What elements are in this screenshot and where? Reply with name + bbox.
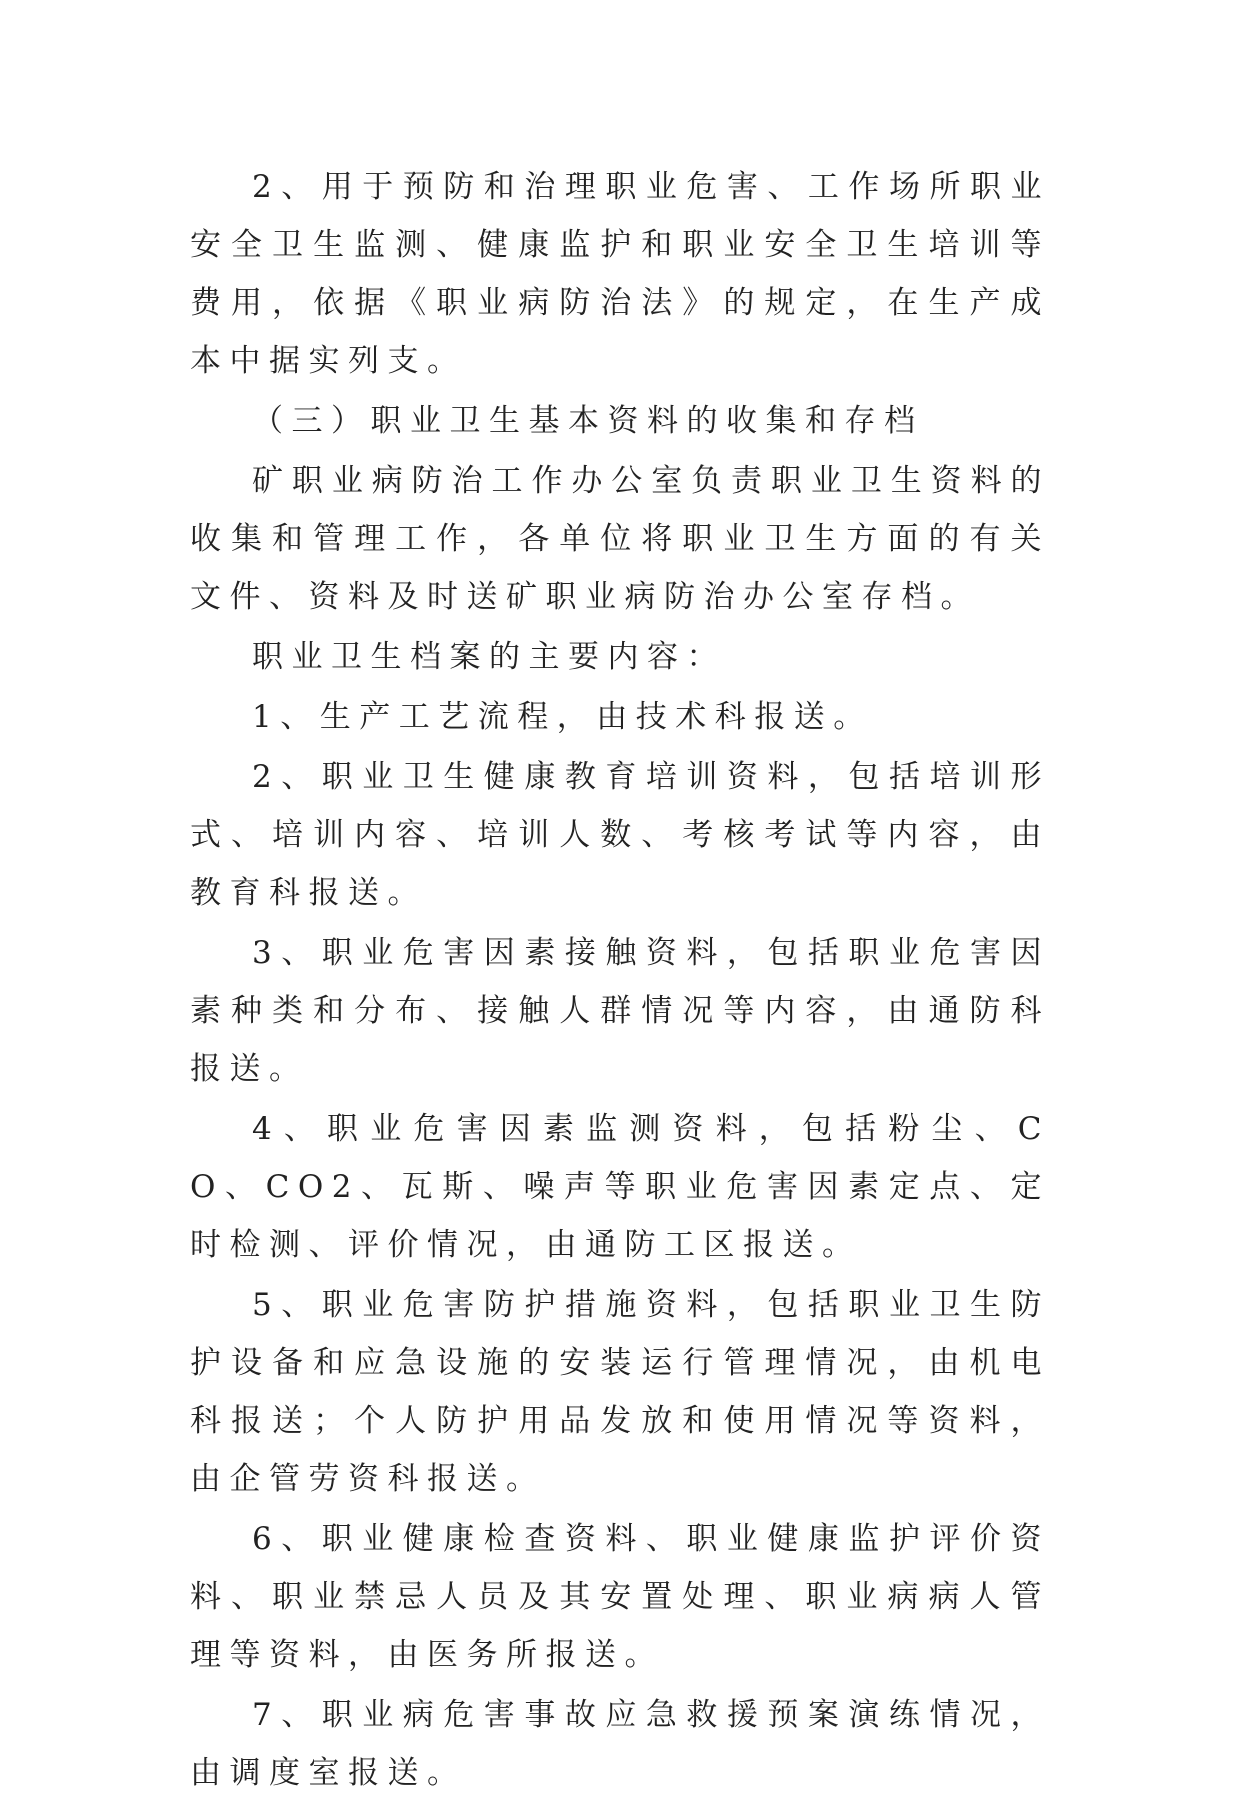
section-heading-archives: （三）职业卫生基本资料的收集和存档 [252, 403, 924, 439]
document-body [190, 158, 1050, 1804]
list-item-3: 3、职业危害因素接触资料，包括职业危害因素种类和分布、接触人群情况等内容，由通防科报送。 [190, 935, 1050, 1087]
list-item-2: 2、职业卫生健康教育培训资料，包括培训形式、培训内容、培训人数、考核考试等内容，由教育科报送。 [190, 759, 1050, 911]
list-item-4: 4、职业危害因素监测资料，包括粉尘、CO、CO2、瓦斯、噪声等职业危害因素定点、定时检测、评价情况，由通防工区报送。 [190, 1111, 1050, 1263]
paragraph-office-responsibility: 矿职业病防治工作办公室负责职业卫生资料的收集和管理工作，各单位将职业卫生方面的有关文件、资料及时送矿职业病防治办公室存档。 [190, 463, 1050, 615]
list-item-7: 7、职业病危害事故应急救援预案演练情况，由调度室报送。 [190, 1697, 1050, 1791]
list-item-1: 1、生产工艺流程，由技术科报送。 [252, 699, 873, 735]
paragraph-archive-contents-intro: 职业卫生档案的主要内容： [252, 639, 726, 675]
list-item-5: 5、职业危害防护措施资料，包括职业卫生防护设备和应急设施的安装运行管理情况，由机电科报送；个人防护用品发放和使用情况等资料，由企管劳资科报送。 [190, 1287, 1050, 1497]
paragraph-expense-item-2: 2、用于预防和治理职业危害、工作场所职业安全卫生监测、健康监护和职业安全卫生培训等费用，依据《职业病防治法》的规定，在生产成本中据实列支。 [190, 169, 1050, 379]
list-item-6: 6、职业健康检查资料、职业健康监护评价资料、职业禁忌人员及其安置处理、职业病病人管理等资料，由医务所报送。 [190, 1521, 1050, 1673]
